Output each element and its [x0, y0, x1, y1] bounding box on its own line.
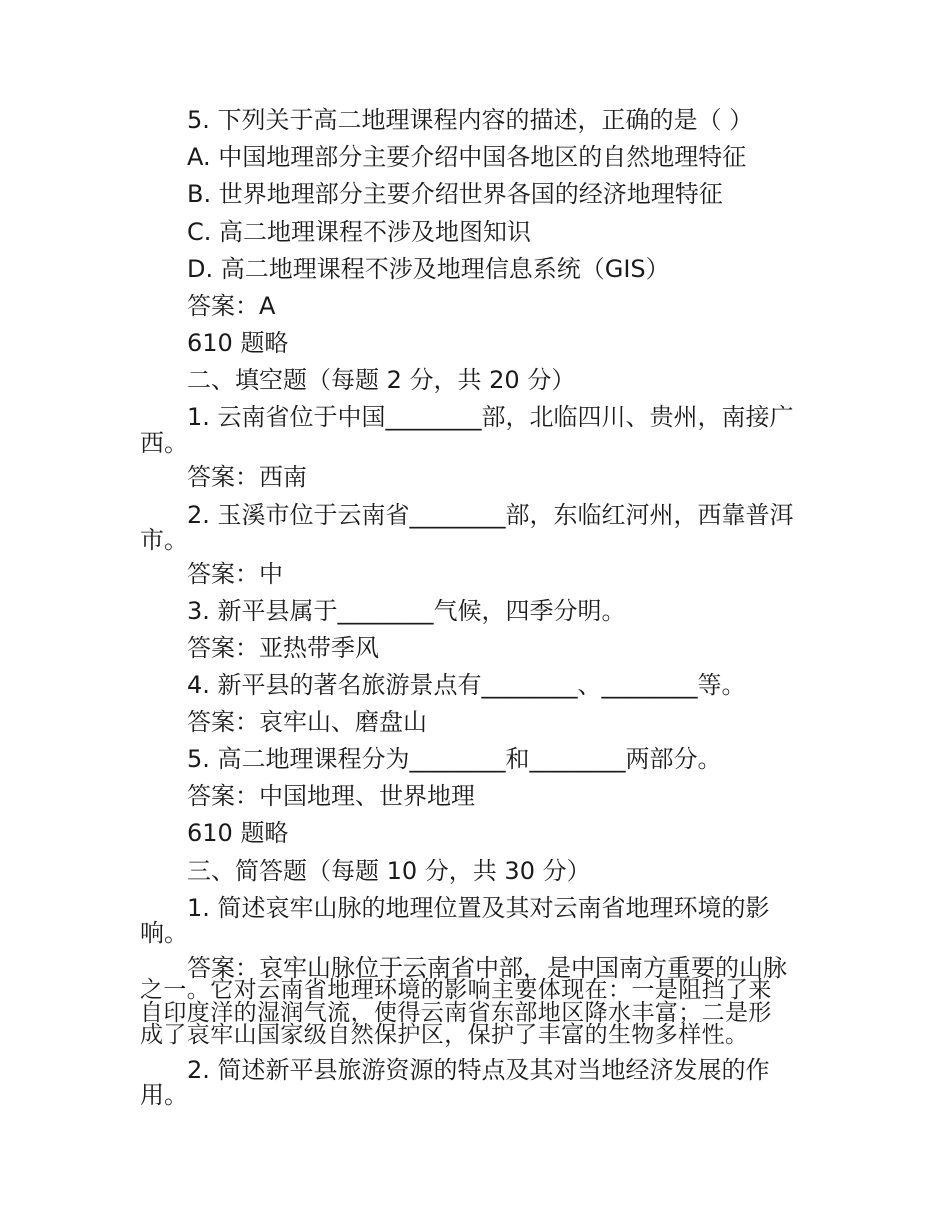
mc-option-b: B. 世界地理部分主要介绍世界各国的经济地理特征 — [187, 180, 723, 208]
fill-question-2: 2. 玉溪市位于云南省________部，东临红河州，西靠普洱 — [187, 501, 794, 529]
short-answer-1-line-3: 自印度洋的湿润气流，使得云南省东部地区降水丰富；二是形 — [140, 1000, 772, 1026]
short-question-2: 2. 简述新平县旅游资源的特点及其对当地经济发展的作 — [187, 1056, 770, 1084]
short-question-1-continued: 响。 — [140, 919, 188, 947]
fill-question-5: 5. 高二地理课程分为________和________两部分。 — [187, 745, 722, 773]
fill-question-1: 1. 云南省位于中国________部，北临四川、贵州，南接广 — [187, 403, 794, 431]
short-question-1: 1. 简述哀牢山脉的地理位置及其对云南省地理环境的影 — [187, 894, 770, 922]
mc-option-a: A. 中国地理部分主要介绍中国各地区的自然地理特征 — [187, 143, 747, 171]
mc-option-d: D. 高二地理课程不涉及地理信息系统（GIS） — [187, 255, 670, 283]
fill-answer-3: 答案：亚热带季风 — [187, 634, 379, 662]
fill-omitted-note: 610 题略 — [187, 819, 289, 847]
fill-answer-1: 答案：西南 — [187, 463, 307, 491]
short-answer-1-line-4: 成了哀牢山国家级自然保护区，保护了丰富的生物多样性。 — [140, 1022, 749, 1048]
short-answer-1-line-2: 之一。它对云南省地理环境的影响主要体现在：一是阻挡了来 — [140, 977, 772, 1003]
fill-question-4: 4. 新平县的著名旅游景点有________、________等。 — [187, 671, 746, 699]
short-question-2-continued: 用。 — [140, 1081, 188, 1109]
fill-section-header: 二、填空题（每题 2 分，共 20 分） — [187, 366, 576, 394]
fill-answer-5: 答案：中国地理、世界地理 — [187, 782, 475, 810]
mc-question-5: 5. 下列关于高二地理课程内容的描述，正确的是（ ） — [187, 106, 754, 134]
mc-omitted-note: 610 题略 — [187, 329, 289, 357]
short-answer-1: 答案：哀牢山脉位于云南省中部，是中国南方重要的山脉 — [187, 954, 787, 982]
fill-answer-4: 答案：哀牢山、磨盘山 — [187, 708, 427, 736]
fill-question-3: 3. 新平县属于________气候，四季分明。 — [187, 597, 626, 625]
fill-question-2-continued: 市。 — [140, 526, 188, 554]
fill-answer-2: 答案：中 — [187, 560, 283, 588]
mc-option-c: C. 高二地理课程不涉及地图知识 — [187, 218, 532, 246]
mc-answer: 答案：A — [187, 292, 276, 320]
fill-question-1-continued: 西。 — [140, 429, 188, 457]
short-answer-section-header: 三、简答题（每题 10 分，共 30 分） — [187, 857, 591, 885]
